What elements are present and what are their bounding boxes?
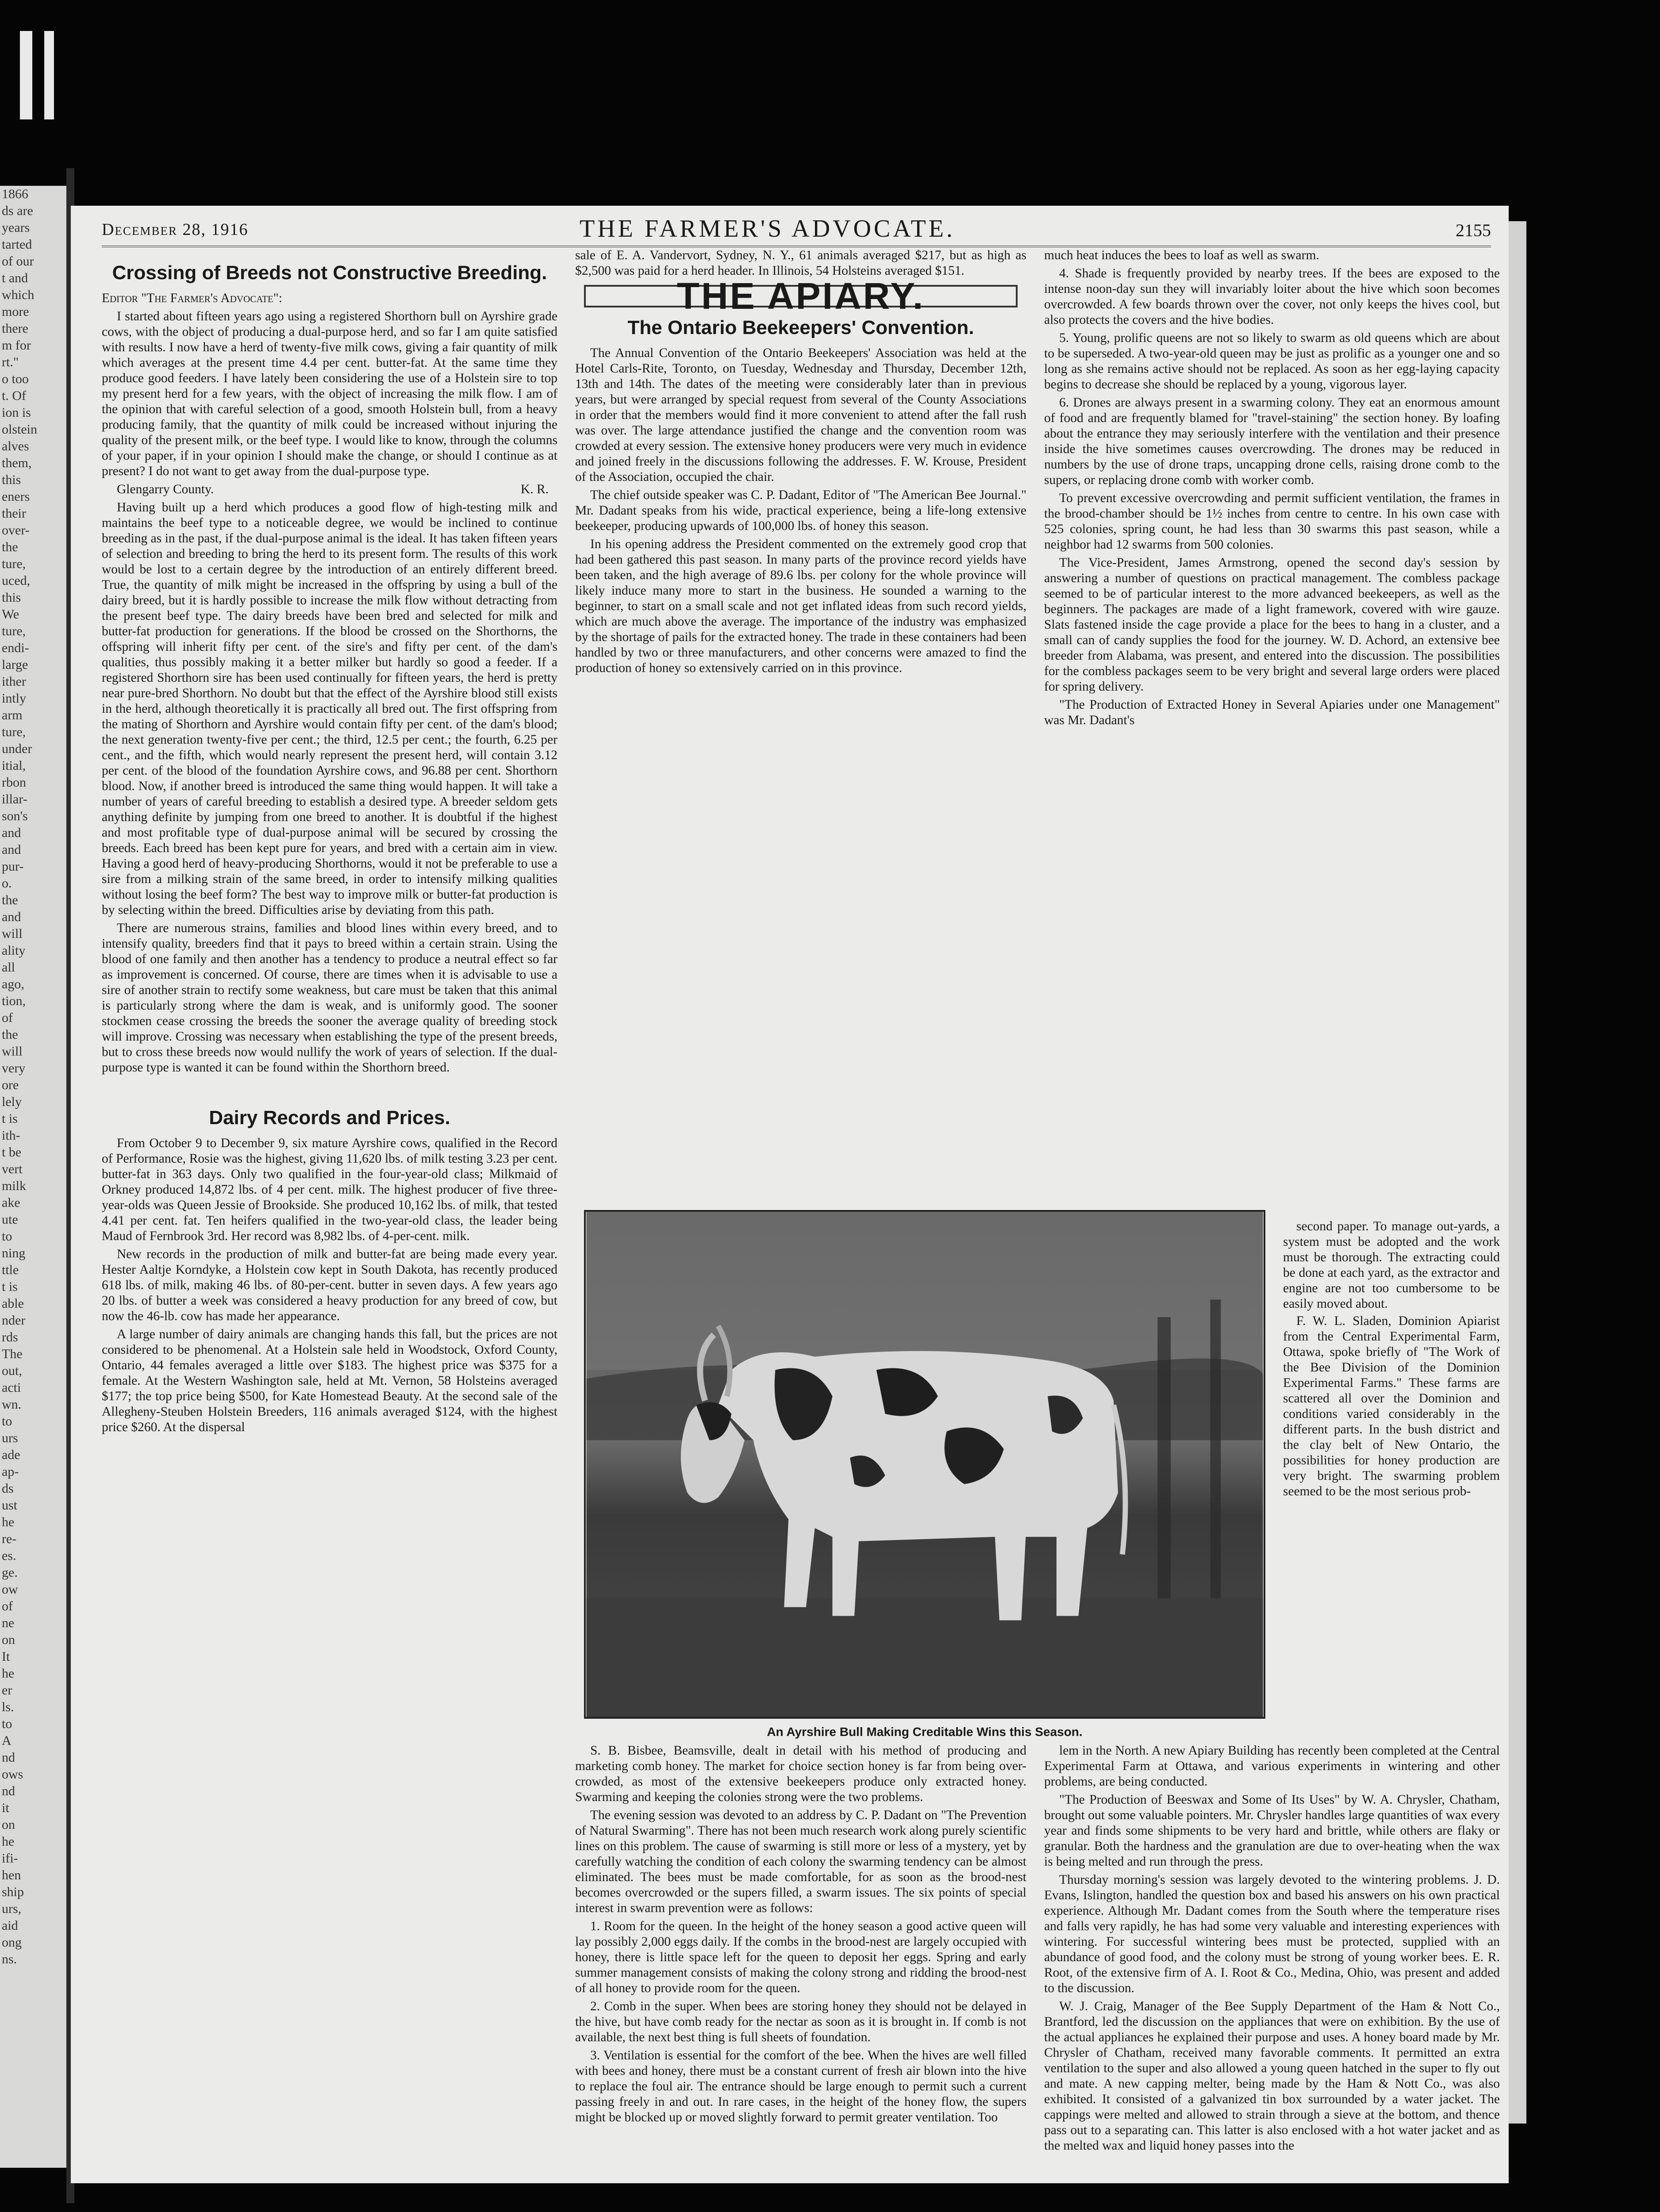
previous-page-fragment: tion, [2,994,26,1008]
previous-page-fragment: ture, [2,624,26,638]
previous-page-fragment: olstein [2,422,37,437]
previous-page-fragment: ne [2,1616,15,1630]
column-1 [102,259,557,1438]
previous-page-fragment: illar- [2,792,27,806]
previous-page-fragment: milk [2,1179,27,1193]
previous-page-fragment: We [2,607,19,622]
previous-page-fragment: ows [2,1767,23,1782]
previous-page-fragment: ning [2,1246,26,1260]
previous-page-fragment: t and [2,271,28,285]
previous-page-fragment: m for [2,338,31,353]
swarm-point: 1. Room for the queen. In the height of the honey season a good active queen will lay possibly 2,000 eggs daily. If the combs in the brood-nest are largely occupied with honey, there is little space left for the queen to deposit her eggs. Spring and early summer management consists of making the colony strong and ridding the brood-nest of all honey to provide room for the queen. [575,1919,1026,1995]
swarm-point: 4. Shade is frequently provided by nearby trees. If the bees are exposed to the intense noon-day sun they will invariably loiter about the hive which soon becomes overcrowded. A few boards thrown over the cover, not only keeps the hives cool, but also protects the covers and the hive bodies. [1044,266,1500,327]
previous-page-fragment: re- [2,1532,17,1546]
previous-page-fragment: more [2,304,29,319]
previous-page-fragment: this [2,472,21,487]
section-title-apiary: THE APIARY. [584,285,1018,307]
previous-page-fragment: ship [2,1885,24,1899]
bull-image [584,1210,1265,1719]
previous-page-fragment: t be [2,1145,22,1160]
paper-title: THE FARMER'S ADVOCATE. [580,215,955,242]
convention-paragraph: S. B. Bisbee, Beamsville, dealt in detail with his method of producing and marketing comb honey. The market for choice section honey is far from being over-crowded, as most of the extensive beekeepers produce only extracted honey. Swarming and keeping the colonies strong were the two problems. [575,1743,1026,1804]
swarm-point: 6. Drones are always present in a swarming colony. They eat an enormous amount of food and are frequently blamed for "travel-staining" the section honey. By loafing about the entrance they may seriously interfere with the ventilation and their presence inside the hive sometimes causes overcrowding. The drones may be reduced in numbers by the use of drone traps, uncapping drone cells, raising drone comb to the supers, or replacing drone comb with worker comb. [1044,396,1500,487]
previous-page-fragment: he [2,1666,15,1681]
article-heading-crossing: Crossing of Breeds not Constructive Breeding. [112,262,547,284]
dairy-paragraph: A large number of dairy animals are changing hands this fall, but the prices are not considered to be phenomenal. At a Holstein sale held in Woodstock, Oxford County, Ontario, 44 females averaged a little over $183. The highest price was $375 for a female. At the Western Washington sale, held at Mt. Vernon, 58 Holsteins averaged $177; the top price being $500, for Kate Homestead Beauty. At the second sale of the Allegheny-Steuben Holstein Breeders, 116 animals averaged $124, with the highest price $260. At the dispersal [102,1327,557,1434]
previous-page-fragment: arm [2,708,23,722]
previous-page-fragment: ion is [2,405,31,420]
previous-page-fragment: rds [2,1330,18,1344]
previous-page-fragment: them, [2,456,32,470]
previous-page-fragment: son's [2,809,28,823]
side-paragraph: second paper. To manage out-yards, a system must be adopted and the work must be thorough. The extracting could be done at each yard, as the extractor and engine are not too cumbersome to be easily moved about. [1283,1219,1500,1311]
previous-page-fragment: tarted [2,237,32,252]
column-3-paragraph: The Vice-President, James Armstrong, opened the second day's session by answering a number of questions on practical management. The combless package seemed to be of particular interest to the more advanced beekeepers, as well as the beginners. The packages are made of a light framework, covered with wire gauze. Slats fastened inside the cage provide a place for the bees to hang in a cluster, and a small can of candy supplies the food for the journey. W. D. Achord, an extensive bee breeder from Alabama, was present, and entered into the discussion. The possibilities for the combless packages seem to be very bright and several large orders were placed for spring delivery. [1044,556,1500,694]
previous-page-fragment: ture, [2,557,26,571]
previous-page-fragment: urs, [2,1901,22,1916]
reply-paragraph: Having built up a herd which produces a good flow of high-testing milk and maintains the beef type to a noticeable degree, we would be inclined to continue breeding as in the past, if the dual-purpose animal is the ideal. It has taken fifteen years of selection and breeding to bring the herd to its present form. The results of this work would be lost to a certain degree by the introduction of an entirely different breed. True, the quantity of milk might be increased in the offspring by using a bull of the dairy breed, but it is hardly possible to increase the milk flow without detracting from the present beef type. The dairy breeds have been bred and selected for milk and butter-fat production for generations. If the blood be crossed on the Shorthorns, the offspring will inherit fifty per cent. of the sire's and fifty per cent. of the dam's qualities, thus possibly making it a better milker but hardly so good a feeder. If a registered Shorthorn sire has been used continually for fifteen years, the herd is pretty near pure-bred Shorthorn. No doubt but that the effect of the Ayrshire blood still exists in the herd, although theoretically it is practically all bred out. The first offspring from the mating of Shorthorn and Ayrshire would contain fifty per cent. of the dam's blood; the next generation twenty-five per cent.; the third, 12.5 per cent.; the fourth, 6.25 per cent., and the fifth, which would nearly represent the present herd, will contain 3.12 per cent. of the blood of the foundation Ayrshire cows, and 96.88 per cent. Shorthorn blood. Now, if another breed is introduced the same thing would happen. It will take a number of years of careful breeding to establish a desired type. A breeder seldom gets anything definite by jumping from one breed to another. It is doubtful if the highest and most profitable type of dual-purpose animal will be secured by crossing the breeds. Each breed has been kept pure for years, and bred with a certain aim in view. Having a good herd of heavy-producing Shorthorns, would it not be preferable to use a sire from a milking strain of the same breed, in order to intensify milking qualities without losing the beef form? The best way to improve milk or butter-fat production is by selecting within the breed. Difficulties arise by deviating from this path. [102,500,557,917]
dairy-paragraph: New records in the production of milk and butter-fat are being made every year. Hester Aaltje Korndyke, a Holstein cow kept in South Dakota, has recently produced 618 lbs. of milk, making 46 lbs. of 80-per-cent. butter in seven days. A few years ago 20 lbs. of butter a week was considered a heavy production for any breed of cow, but now the 46-lb. cow has made her appearance. [102,1247,557,1323]
previous-page-fragment: alves [2,439,29,453]
previous-page-fragment: ls. [2,1700,14,1714]
previous-page-fragment: ttle [2,1263,19,1277]
previous-page-fragment: over- [2,523,30,538]
column-3-paragraph: "The Production of Beeswax and Some of Its Uses" by W. A. Chrysler, Chatham, brought out some valuable pointers. Mr. Chrysler handles large quantities of wax every year and finds some shipments to be very hard and brittle, while others are flaky or granular. Both the hardness and the granulation are due to over-heating when the wax is being melted and run through the press. [1044,1793,1500,1869]
previous-page-fragment: of [2,1599,13,1613]
editor-salutation: Editor "The Farmer's Advocate": [102,291,282,305]
previous-page-fragment: vert [2,1162,23,1176]
convention-paragraph: In his opening address the President commented on the extremely good crop that had been gathered this past season. In many parts of the province record yields have been taken, and the high average of 89.6 lbs. per colony for the whole province will likely induce many more to start in the business. He sounded a warning to the beginner, to start on a small scale and not get inflated ideas from such record yields, which are much above the average. The importance of the industry was emphasized by the shortage of pails for the extracted honey. The trade in these containers had been handled by two or three manufacturers, and other concerns were amazed to find the production of honey so extensively carried on in this province. [575,537,1026,675]
previous-page-fragment: and [2,842,21,857]
previous-page-fragment: to [2,1229,12,1244]
previous-page-fragment: ake [2,1195,20,1210]
previous-page-fragment: nder [2,1313,26,1328]
sale-continued: sale of E. A. Vandervort, Sydney, N. Y., 61 animals averaged $217, but as high as $2,500 was paid for a herd header. In Illinois, 54 Holsteins averaged $151. [575,248,1026,278]
bull-photograph [584,1210,1265,1772]
column-2-lower [575,1743,1026,2128]
previous-page-fragment: ds are [2,204,33,218]
previous-page-fragment: ust [2,1498,18,1513]
page-header [102,215,1491,247]
swarm-point: much heat induces the bees to loaf as well as swarm. [1044,248,1319,262]
previous-page-fragment: ong [2,1935,22,1950]
previous-page-fragment: t is [2,1111,18,1126]
previous-page-fragment: A [2,1733,12,1748]
previous-page-fragment: ifi- [2,1851,18,1866]
previous-page-fragment: ith- [2,1128,20,1143]
previous-page-fragment: under [2,741,32,756]
article-heading-dairy: Dairy Records and Prices. [209,1107,450,1129]
previous-page-fragment: ge. [2,1565,18,1580]
previous-page-fragment: ither [2,674,26,689]
letter-paragraph: I started about fifteen years ago using a registered Shorthorn bull on Ayrshire grade cows, with the object of producing a dual-purpose herd, and so far I am quite satisfied with results. I now have a herd of twenty-five milk cows, giving a fair quantity of milk which averages at the present time 4.4 per cent. butter-fat. At the same time they produce good feeders. I have lately been considering the use of a Holstein sire to top my present herd for a few years, with the object of increasing the milk flow. I am of the opinion that with careful selection of a good, smooth Holstein bull, from a heavy producing family, that the quantity of milk could be increased without injuring the quality of the present milk, or the beef type. I would like to know, through the columns of your paper, if in your opinion I should make the change, or should I continue as at present? I do not want to get away from the dual-purpose type. [102,309,557,478]
previous-page-fragment: itial, [2,758,26,773]
signature-county: Glengarry County. [117,482,214,496]
previous-page-fragment: endi- [2,641,29,655]
previous-page-fragment: large [2,657,28,672]
column-3-paragraph: lem in the North. A new Apiary Building has recently been completed at the Central Experimental Farm at Ottawa, and various experiments in wintering and other problems, are being conducted. [1044,1743,1500,1789]
previous-page-fragment: on [2,1632,15,1647]
previous-page-fragment: to [2,1414,12,1429]
previous-page-fragment: The [2,1347,23,1361]
previous-page-fragment: es. [2,1548,16,1563]
photo-caption: An Ayrshire Bull Making Creditable Wins this Season. [767,1725,1083,1739]
previous-page-fragment: ow [2,1582,18,1597]
previous-page-fragment: ap- [2,1464,19,1479]
newspaper-page [71,206,1509,2183]
previous-page-fragment: years [2,220,30,235]
dairy-paragraph: From October 9 to December 9, six mature Ayrshire cows, qualified in the Record of Performance, Rosie was the highest, giving 11,620 lbs. of milk testing 3.23 per cent. butter-fat in 363 days. Only two qualified in the four-year-old class; Milkmaid of Orkney produced 14,872 lbs. of 4 per cent. milk. The highest producer of five three-year-olds was Queen Jessie of Brookside. She produced 10,162 lbs. of milk, that tested 4.41 per cent. fat. Ten heifers qualified in the two-year-old class, the leader being Maud of Fernbrook 3rd. Her record was 8,982 lbs. of 4-per-cent. milk. [102,1136,557,1243]
previous-page-fragment: lely [2,1094,22,1109]
column-3-paragraph: To prevent excessive overcrowding and permit sufficient ventilation, the frames in the brood-chamber should be 1½ inches from centre to centre. In his own case with 525 colonies, spring count, he had less than 30 swarms this past season, while a neighbor had 12 swarms from 500 colonies. [1044,491,1500,552]
previous-page-fragment: ds [2,1481,14,1496]
previous-page-fragment: ns. [2,1952,17,1966]
previous-page-fragment: o. [2,876,12,891]
previous-page-fragment: urs [2,1431,18,1445]
article-heading-beekeepers: The Ontario Beekeepers' Convention. [627,317,974,338]
previous-page-fragment: rt." [2,355,19,369]
previous-page-fragment: very [2,1061,26,1075]
previous-page-fragment: will [2,1044,23,1059]
previous-page-fragment: able [2,1296,24,1311]
previous-page-fragment: t is [2,1279,18,1294]
previous-page-fragment: he [2,1834,15,1849]
previous-page-fragment: wn. [2,1397,22,1412]
previous-page-fragment: pur- [2,859,24,874]
previous-page-fragment: intly [2,691,27,706]
previous-page-fragment: ality [2,943,26,958]
previous-page-fragment: t. Of [2,388,26,403]
column-3-side [1283,1219,1500,1501]
previous-page-fragment: 1866 [2,187,28,201]
side-paragraph: F. W. L. Sladen, Dominion Apiarist from the Central Experimental Farm, Ottawa, spoke briefly of "The Work of the Bee Division of the Dominion Experimental Farms." These farms are scattered all over the Dominion and conditions varied considerably in the different parts. In the bush district and the clay belt of New Ontario, the possibilities for honey production are very bright. The swarming problem seemed to be the most serious prob- [1283,1314,1500,1498]
signature-initials: K. R. [520,482,549,496]
previous-page-fragment: and [2,826,21,840]
previous-page-edge [0,186,66,2168]
column-2 [575,248,1026,679]
previous-page-fragment: of our [2,254,34,269]
previous-page-fragment: he [2,1515,15,1529]
column-3-paragraph: Thursday morning's session was largely devoted to the wintering problems. J. D. Evans, Islington, handled the question box and based his answers on his own practical experience. Although Mr. Dadant comes from the South where the temperature rises and falls very rapidly, he has had some very valuable and interesting experiences with wintering. For successful wintering bees must be protected, supplied with an abundance of good food, and the colony must be strong of young worker bees. E. R. Root, of the extensive firm of A. I. Root & Co., Medina, Ohio, was present and added to the discussion. [1044,1873,1500,1995]
previous-page-fragment: the [2,893,18,907]
previous-page-fragment: acti [2,1380,21,1395]
previous-page-fragment: ago, [2,977,24,991]
column-3 [1044,248,1500,731]
convention-paragraph: The chief outside speaker was C. P. Dadant, Editor of "The American Bee Journal." Mr. Dadant speaks from his wide, practical experience, being a life-long extensive beekeeper, producing upwards of 100,000 lbs. of honey this season. [575,488,1026,533]
convention-paragraph: The evening session was devoted to an address by C. P. Dadant on "The Prevention of Natural Swarming". There has not been much research work along purely scientific lines on this problem. The cause of swarming is still more or less of a mystery, yet by carefully watching the condition of each colony the swarming tendency can be almost eliminated. The bees must be made comfortable, for as soon as the brood-nest becomes overcrowded or the supers filled, a swarm issues. The six points of special interest in swarm prevention were as follows: [575,1808,1026,1915]
column-3-paragraph: W. J. Craig, Manager of the Bee Supply Department of the Ham & Nott Co., Brantford, led the discussion on the appliances that were on exhibition. By the use of the actual appliances he explained their purpose and uses. A honey board made by Mr. Chrysler of Chatham, received many favorable comments. It permitted an extra ventilation to the super and also allowed a young queen hatched in the super to fly out and mate. A new capping melter, being made by the Ham & Nott Co., was also exhibited. It consisted of a galvanized tin box surrounded by a water jacket. The cappings were melted and allowed to strain through a sieve at the bottom, and thence pass out to a separating can. This latter is also enclosed with a hot water jacket and as the melted wax and liquid honey passes into the [1044,1999,1500,2153]
previous-page-fragment: o too [2,372,29,386]
previous-page-fragment: to [2,1717,12,1731]
convention-paragraph: The Annual Convention of the Ontario Beekeepers' Association was held at the Hotel Carls-Rite, Toronto, on Tuesday, Wednesday and Thursday, December 12th, 13th and 14th. The dates of the meeting were considerably later than in previous years, but were arranged by special request from several of the County Associations in order that the members would find it more convenient to attend after the fall rush was over. The large attendance justified the change and the convention room was crowded at every session. The extensive honey producers were very much in evidence and joined freely in the discussions following the addresses. F. W. Krouse, President of the Association, occupied the chair. [575,346,1026,484]
swarm-point: 3. Ventilation is essential for the comfort of the bee. When the hives are well filled with bees and honey, there must be a constant current of fresh air blown into the hive to replace the foul air. The entrance should be large enough to permit such a current passing freely in and out. In rare cases, in the height of the honey flow, the supers might be blocked up or moved slightly forward to permit greater ventilation. Too [575,2048,1026,2124]
previous-page-fragment: eners [2,489,30,504]
previous-page-fragment: and [2,910,21,924]
previous-page-fragment: aid [2,1918,18,1933]
letter-signature [102,482,557,497]
swarm-point: 5. Young, prolific queens are not so likely to swarm as old queens which are about to be superseded. A two-year-old queen may be just as prolific as a younger one and so long as she remains active should not be replaced. As soon as her egg-laying capacity begins to decrease she should be replaced by a young, vigorous layer. [1044,331,1500,392]
previous-page-fragment: the [2,1027,18,1042]
previous-page-fragment: nd [2,1750,15,1765]
previous-page-fragment: uced, [2,573,31,588]
previous-page-fragment: ture, [2,725,26,739]
previous-page-fragment: ute [2,1212,18,1227]
previous-page-fragment: out, [2,1363,22,1378]
previous-page-fragment: nd [2,1784,15,1798]
previous-page-fragment: will [2,926,23,941]
previous-page-fragment: hen [2,1868,21,1882]
previous-page-fragment: er [2,1683,12,1697]
swarm-point: 2. Comb in the super. When bees are storing honey they should not be delayed in the hive, but have comb ready for the nectar as soon as it is brought in. If comb is not available, the next best thing is full sheets of foundation. [575,1999,1026,2044]
page-number: 2155 [1456,220,1491,240]
previous-page-fragment: there [2,321,28,336]
film-mark-2 [44,31,54,119]
previous-page-fragment: ore [2,1078,19,1092]
previous-page-fragment: on [2,1817,15,1832]
previous-page-fragment: ade [2,1448,20,1462]
previous-page-fragment: all [2,960,15,975]
reply-paragraph: There are numerous strains, families and blood lines within every breed, and to intensify quality, breeders find that it pays to breed within a certain strain. Using the blood of one family and then another has a tendency to produce a neutral effect so far as improvement is concerned. Of course, there are times when it is advisable to use a sire of another strain to rectify some weakness, but care must be taken that this animal is particularly strong where the dam is weak, and is uniformly good. The sooner stockmen cease crossing the breeds the sooner the average quality of breeding stock will improve. Crossing was necessary when establishing the type of the present breeds, but to cross these breeds now would nullify the work of years of selection. If the dual-purpose type is wanted it can be found within the Shorthorn breed. [102,921,557,1075]
issue-date: December 28, 1916 [102,220,249,239]
previous-page-fragment: it [2,1801,9,1815]
column-3-paragraph: "The Production of Extracted Honey in Several Apiaries under one Management" was Mr. Dadant's [1044,698,1500,727]
previous-page-fragment: of [2,1010,13,1025]
column-3-lower [1044,1743,1500,2156]
previous-page-fragment: rbon [2,775,26,790]
previous-page-fragment: the [2,540,18,554]
previous-page-fragment: It [2,1649,10,1664]
previous-page-fragment: which [2,288,35,302]
film-mark-1 [20,31,32,119]
previous-page-fragment: this [2,590,21,605]
previous-page-fragment: their [2,506,26,521]
